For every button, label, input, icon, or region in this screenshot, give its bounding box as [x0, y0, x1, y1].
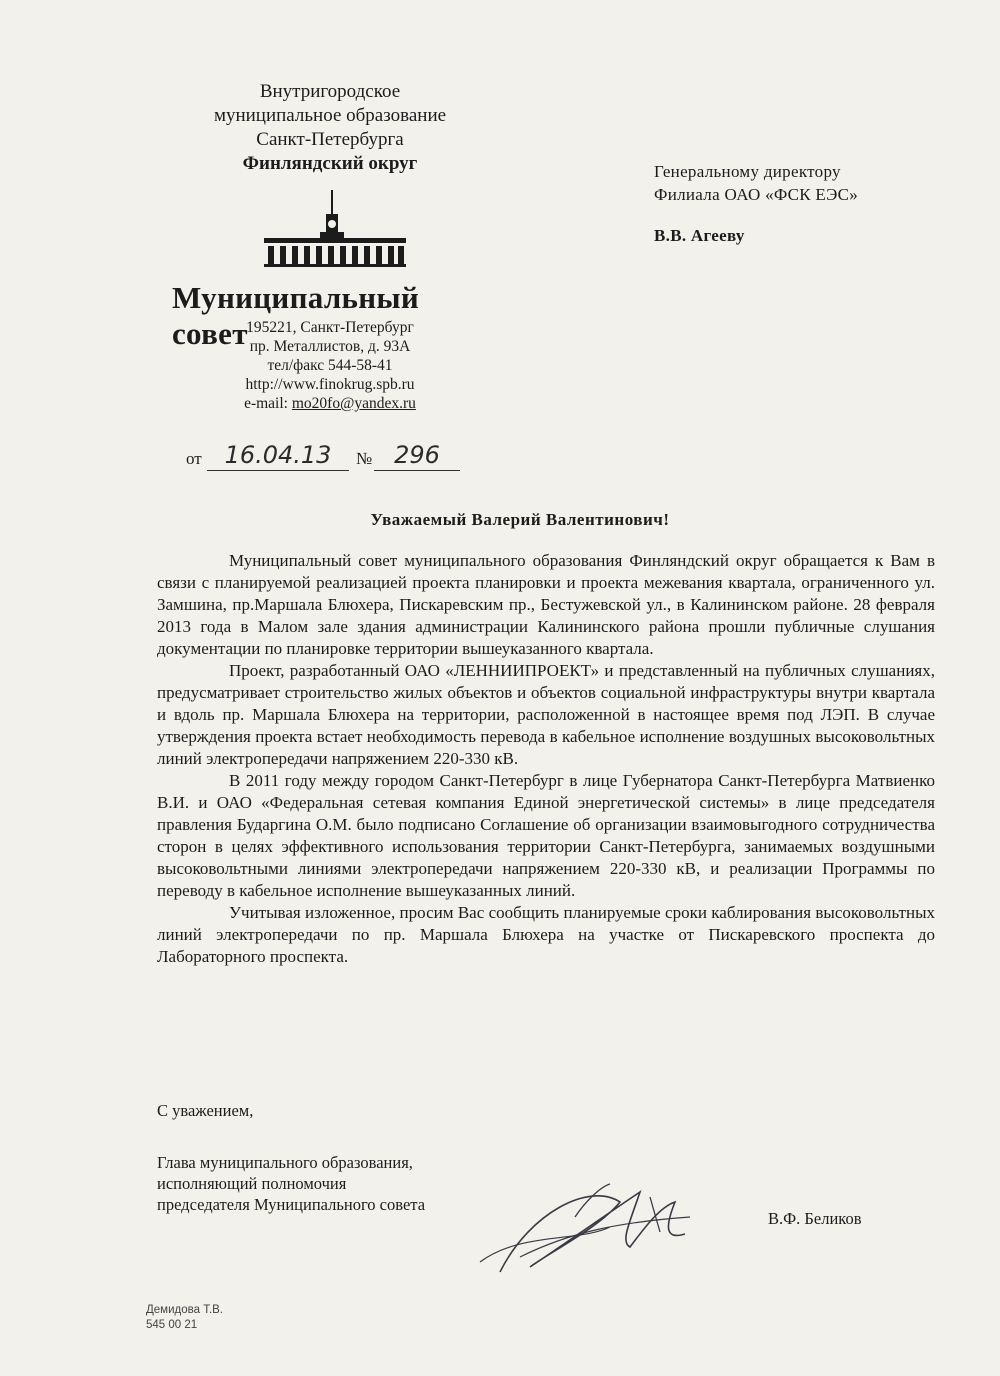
date-field: 16.04.13 [207, 442, 349, 471]
regards: С уважением, [157, 1101, 254, 1120]
executor-phone: 545 00 21 [146, 1319, 198, 1331]
signer-title-line-2: исполняющий полномочия [157, 1174, 347, 1193]
letterhead [150, 80, 510, 176]
paragraph-3: В 2011 году между городом Санкт-Петербург в лице Губернатора Санкт-Петербурга Матвиенко В.И. и ОАО «Федеральная сетевая компания Единой энергетической системы» в лице председателя правления Бударгина О.М. было подписано Соглашение об организации взаимовыгодного сотрудничества сторон в целях эффективного использования территории Санкт-Петербурга, занимаемых воздушными высоковольтными линиями электропередачи напряжением 220-330 кВ, и реализации Программы по переводу в кабельное исполнение вышеуказанных линий. [157, 771, 935, 900]
org-line-1: Внутригородское [259, 81, 401, 102]
executor-name: Демидова Т.В. [146, 1304, 224, 1316]
number-field: 296 [374, 442, 460, 471]
handwritten-signature-icon [460, 1172, 710, 1282]
org-line-3: Санкт-Петербурга [256, 129, 404, 150]
email-label: e-mail: [244, 395, 292, 412]
address-line-2: пр. Металлистов, д. 93А [249, 338, 411, 355]
salutation: Уважаемый Валерий Валентинович! [370, 510, 670, 529]
executor-info [146, 1303, 223, 1333]
address-line-1: 195221, Санкт-Петербург [246, 319, 414, 336]
address-block [220, 318, 440, 413]
number-label: № [356, 449, 373, 468]
signer-title-line-1: Глава муниципального образования, [157, 1153, 413, 1172]
email-row [220, 394, 440, 413]
signer-name: В.Ф. Беликов [768, 1209, 862, 1228]
paragraph-1: Муниципальный совет муниципального образования Финляндский округ обращается к Вам в связи с планируемой реализацией проекта планировки и проекта межевания квартала, ограниченного ул. Замшина, пр.Маршала Блюхера, Пискаревским пр., Бестужевской ул., в Калининском районе. 28 февраля 2013 года в Малом зале здания администрации Калининского района прошли публичные слушания документации по планировке территории вышеуказанного квартала. [157, 551, 935, 658]
recipient-line-1: Генеральному директору [654, 162, 841, 181]
signer-title-line-3: председателя Муниципального совета [157, 1195, 426, 1214]
phone-fax: тел/факс 544-58-41 [267, 357, 393, 374]
district-name: Финляндский округ [242, 153, 418, 174]
building-logo-icon [262, 188, 408, 268]
recipient-name: В.В. Агееву [654, 226, 745, 245]
council-title: Муниципальный совет [172, 280, 420, 351]
paragraph-2: Проект, разработанный ОАО «ЛЕННИИПРОЕКТ» и представленный на публичных слушаниях, предусматривает строительство жилых объектов и объектов социальной инфраструктуры внутри квартала и вдоль пр. Маршала Блюхера на территории, расположенной в настоящее время под ЛЭП. В случае утверждения проекта встает необходимость перевода в кабельное исполнение воздушных высоковольтных линий электропередачи напряжением 220-330 кВ. [157, 661, 935, 768]
website: http://www.finokrug.spb.ru [245, 376, 415, 393]
recipient-line-2: Филиала ОАО «ФСК ЕЭС» [654, 185, 859, 204]
date-label: от [186, 449, 202, 468]
letter-body [157, 550, 935, 968]
email-link[interactable]: mo20fo@yandex.ru [291, 395, 416, 412]
paragraph-4: Учитывая изложенное, просим Вас сообщить планируемые сроки каблирования высоковольтных линий электропередачи по пр. Маршала Блюхера на участке от Пискаревского проспекта до Лабораторного проспекта. [157, 903, 935, 966]
org-line-2: муниципальное образование [213, 105, 447, 126]
recipient-block [654, 160, 974, 246]
